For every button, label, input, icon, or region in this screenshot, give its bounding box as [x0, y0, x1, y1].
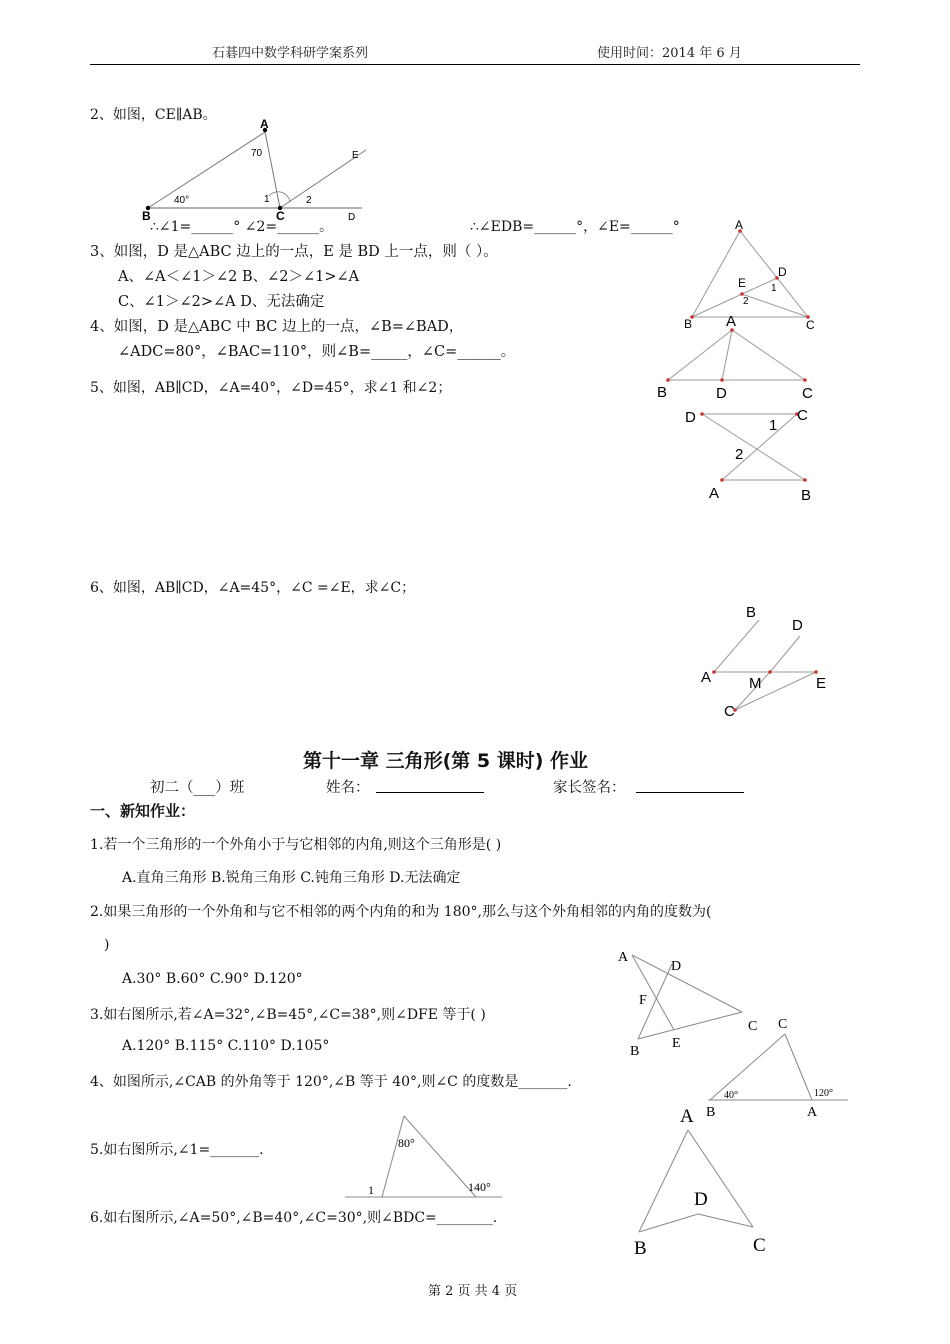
hw5-angle-140: 140°: [468, 1180, 491, 1194]
q6-figure: [690, 598, 850, 723]
q5-figure: [680, 400, 830, 508]
parent-sign-label: 家长签名：: [553, 780, 626, 796]
class-label: 初二（___）班: [150, 780, 245, 796]
q4-label-D: D: [716, 385, 727, 402]
hw5-stem: 5.如右图所示,∠1=_______.: [90, 1142, 264, 1158]
q6-label-D: D: [792, 617, 803, 634]
q5-label-2: 2: [735, 446, 744, 463]
q5-label-C: C: [797, 407, 808, 424]
hw4-angle-120: 120°: [814, 1088, 833, 1099]
hw3-stem: 3.如右图所示,若∠A=32°,∠B=45°,∠C=38°,则∠DFE 等于( ): [90, 1007, 486, 1023]
name-input[interactable]: [376, 792, 484, 793]
q4-line2: ∠ADC=80°，∠BAC=110°，则∠B=_____，∠C=______。: [118, 344, 516, 360]
q2-label-1: 1: [264, 194, 270, 205]
q2-text: 2、如图，CE∥AB。: [90, 107, 217, 123]
q4-line1: 4、如图，D 是△ABC 中 BC 边上的一点，∠B=∠BAD，: [90, 319, 464, 335]
q2-label-B: B: [142, 209, 151, 222]
q6-text: 6、如图，AB∥CD，∠A=45°，∠C =∠E，求∠C；: [90, 580, 416, 596]
q2-angle-40: 40°: [174, 195, 190, 206]
q6-label-B: B: [746, 604, 757, 621]
q3-label-C: C: [806, 318, 815, 332]
hw4-angle-40: 40°: [724, 1090, 738, 1101]
hw6-label-C: C: [753, 1235, 766, 1256]
q2-label-2: 2: [306, 195, 312, 206]
hw6-stem: 6.如右图所示,∠A=50°,∠B=40°,∠C=30°,则∠BDC=________.: [90, 1210, 498, 1226]
hw3-label-A: A: [618, 950, 629, 965]
hw2-stem-cont: ): [104, 937, 110, 953]
header-right: 使用时间：2014 年 6 月: [597, 46, 742, 61]
q6-label-M: M: [749, 675, 762, 692]
q5-label-B: B: [801, 487, 812, 504]
q6-label-A: A: [701, 669, 712, 686]
q2-figure: [130, 112, 380, 222]
hw3-label-D: D: [671, 959, 682, 974]
header-left: 石碁四中数学科研学案系列: [212, 46, 369, 61]
hw4-label-A: A: [807, 1105, 818, 1120]
q5-text: 5、如图，AB∥CD，∠A=40°，∠D=45°，求∠1 和∠2；: [90, 380, 452, 396]
hw6-label-A: A: [680, 1106, 694, 1127]
hw2-options: A.30° B.60° C.90° D.120°: [122, 971, 303, 987]
q3-label-A: A: [735, 218, 744, 232]
hw5-label-1: 1: [368, 1183, 374, 1197]
q2-answer-line2: ∴∠EDB=______°，∠E=______°: [470, 219, 680, 235]
q5-label-A: A: [709, 485, 720, 502]
hw6-label-B: B: [634, 1238, 647, 1259]
header-rule: [90, 64, 860, 65]
hw3-options: A.120° B.115° C.110° D.105°: [122, 1038, 330, 1054]
q5-label-1: 1: [769, 417, 778, 434]
q4-label-C: C: [802, 385, 813, 402]
hw3-label-B: B: [630, 1044, 640, 1059]
hw4-label-C: C: [778, 1017, 788, 1032]
q2-label-C: C: [276, 209, 285, 222]
q3-options-cd: C、∠1＞∠2>∠A D、无法确定: [118, 294, 325, 310]
q3-label-1: 1: [771, 283, 777, 294]
hw1-stem: 1.若一个三角形的一个外角小于与它相邻的内角,则这个三角形是( ): [90, 837, 502, 853]
q2-label-E: E: [352, 150, 359, 161]
hw1-options: A.直角三角形 B.锐角三角形 C.钝角三角形 D.无法确定: [122, 870, 461, 886]
q2-label-D: D: [348, 212, 356, 222]
q3-label-D: D: [778, 265, 787, 279]
hw2-stem: 2.如果三角形的一个外角和与它不相邻的两个内角的和为 180°,那么与这个外角相邻的内角的度数为(: [90, 904, 712, 920]
q6-label-E: E: [816, 675, 827, 692]
q4-label-A: A: [726, 313, 737, 330]
q5-label-D: D: [685, 409, 696, 426]
section-new-knowledge: 一、新知作业：: [90, 802, 196, 820]
page-footer: 第 2 页 共 4 页: [428, 1284, 518, 1299]
q3-stem: 3、如图，D 是△ABC 边上的一点，E 是 BD 上一点，则（ ）。: [90, 244, 498, 260]
hw3-label-F: F: [639, 993, 647, 1008]
hw4-label-B: B: [706, 1105, 716, 1120]
q2-angle-70: 70: [251, 148, 263, 159]
name-label: 姓名：: [326, 780, 370, 796]
hw4-stem: 4、如图所示,∠CAB 的外角等于 120°,∠B 等于 40°,则∠C 的度数是_______.: [90, 1074, 572, 1090]
hw5-figure: [340, 1108, 510, 1203]
hw3-label-C: C: [748, 1019, 758, 1034]
hw6-label-D: D: [694, 1189, 708, 1210]
q4-label-B: B: [657, 384, 668, 401]
parent-sign-input[interactable]: [636, 792, 744, 793]
hw6-figure: [625, 1100, 775, 1265]
q2-label-A: A: [260, 117, 269, 131]
q3-options-ab: A、∠A＜∠1＞∠2 B、∠2＞∠1>∠A: [118, 269, 360, 285]
homework-title: 第十一章 三角形(第 5 课时) 作业: [303, 750, 589, 772]
q4-figure: [650, 310, 830, 405]
q3-label-E: E: [738, 276, 747, 290]
q6-label-C: C: [724, 703, 735, 720]
hw5-angle-80: 80°: [398, 1136, 415, 1150]
q3-label-B: B: [684, 317, 693, 331]
hw3-label-E: E: [672, 1036, 681, 1051]
q2-answer-line1: ∴∠1=______° ∠2=______。: [150, 219, 334, 235]
q3-label-2: 2: [743, 296, 749, 307]
